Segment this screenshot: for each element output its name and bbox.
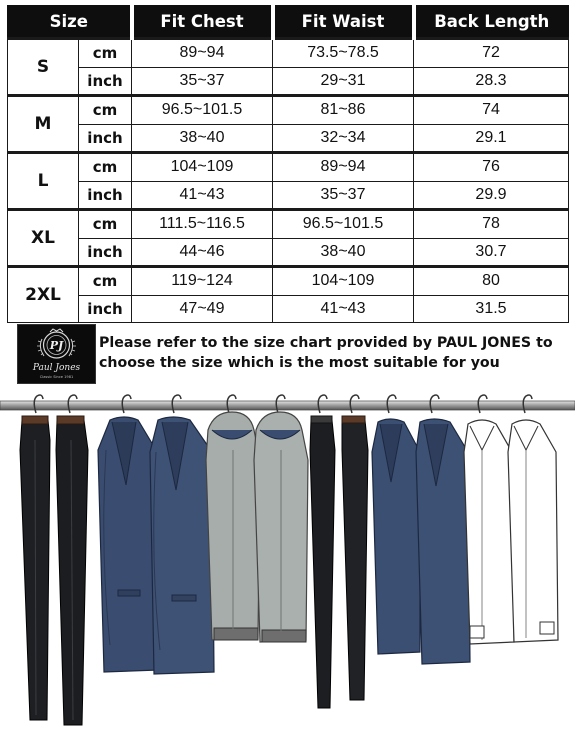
size-label: M	[8, 96, 79, 153]
table-row	[8, 238, 569, 267]
table-row	[8, 67, 569, 96]
navy-blazer-2	[150, 417, 214, 674]
table-row	[8, 124, 569, 153]
waist-value: 96.5~101.5	[273, 210, 414, 239]
back-length-value: 29.9	[414, 181, 569, 210]
waist-value: 104~109	[273, 267, 414, 296]
grey-hoodie-2	[254, 412, 308, 642]
unit-label: inch	[79, 67, 132, 96]
table-row	[8, 181, 569, 210]
header-fit-waist: Fit Waist	[273, 6, 414, 39]
unit-label: cm	[79, 39, 132, 68]
size-notice	[17, 324, 567, 384]
waist-value: 35~37	[273, 181, 414, 210]
back-length-value: 72	[414, 39, 569, 68]
table-row	[8, 96, 569, 125]
back-length-value: 80	[414, 267, 569, 296]
header-back-length: Back Length	[414, 6, 569, 39]
white-shirt-1	[464, 420, 514, 644]
back-length-value: 76	[414, 153, 569, 182]
chest-value: 104~109	[132, 153, 273, 182]
table-row	[8, 267, 569, 296]
back-length-value: 31.5	[414, 295, 569, 323]
table-row	[8, 39, 569, 68]
logo-crest-icon	[18, 325, 95, 383]
white-shirt-2	[508, 420, 558, 642]
back-length-value: 29.1	[414, 124, 569, 153]
navy-blazer-1	[98, 417, 158, 672]
size-label: 2XL	[8, 267, 79, 323]
hanging-rail	[0, 401, 575, 410]
black-trousers-1	[20, 416, 50, 720]
black-trousers-4	[342, 416, 368, 700]
logo-tagline-text: Classic Since 1981	[39, 375, 74, 379]
navy-blazer-4	[416, 419, 470, 664]
table-row	[8, 153, 569, 182]
unit-label: inch	[79, 238, 132, 267]
unit-label: inch	[79, 181, 132, 210]
svg-text:PJ: PJ	[49, 339, 64, 352]
back-length-value: 30.7	[414, 238, 569, 267]
chest-value: 96.5~101.5	[132, 96, 273, 125]
waist-value: 29~31	[273, 67, 414, 96]
clothes-rack-illustration	[0, 390, 575, 741]
waist-value: 81~86	[273, 96, 414, 125]
notice-line: Please refer to the size chart provided by PAUL JONES to	[99, 335, 553, 351]
waist-value: 32~34	[273, 124, 414, 153]
chest-value: 41~43	[132, 181, 273, 210]
unit-label: cm	[79, 267, 132, 296]
size-chart-table	[7, 5, 569, 323]
chest-value: 35~37	[132, 67, 273, 96]
header-fit-chest: Fit Chest	[132, 6, 273, 39]
grey-hoodie-1	[206, 412, 260, 640]
unit-label: inch	[79, 124, 132, 153]
black-trousers-2	[56, 416, 88, 725]
chest-value: 38~40	[132, 124, 273, 153]
back-length-value: 78	[414, 210, 569, 239]
waist-value: 41~43	[273, 295, 414, 323]
unit-label: cm	[79, 210, 132, 239]
back-length-value: 74	[414, 96, 569, 125]
notice-text	[99, 333, 569, 373]
table-row	[8, 210, 569, 239]
chest-value: 119~124	[132, 267, 273, 296]
size-label: L	[8, 153, 79, 210]
unit-label: cm	[79, 153, 132, 182]
chest-value: 47~49	[132, 295, 273, 323]
chest-value: 44~46	[132, 238, 273, 267]
logo-brand-text: Paul Jones	[32, 363, 81, 373]
unit-label: inch	[79, 295, 132, 323]
navy-blazer-3	[372, 419, 420, 654]
table-row	[8, 295, 569, 323]
size-label: S	[8, 39, 79, 96]
brand-logo	[17, 324, 96, 384]
waist-value: 38~40	[273, 238, 414, 267]
black-trousers-3	[310, 416, 335, 708]
notice-line: choose the size which is the most suitable for you	[99, 355, 500, 371]
back-length-value: 28.3	[414, 67, 569, 96]
waist-value: 73.5~78.5	[273, 39, 414, 68]
chest-value: 89~94	[132, 39, 273, 68]
unit-label: cm	[79, 96, 132, 125]
header-size: Size	[8, 6, 132, 39]
waist-value: 89~94	[273, 153, 414, 182]
size-chart-header-row	[8, 6, 569, 39]
chest-value: 111.5~116.5	[132, 210, 273, 239]
size-label: XL	[8, 210, 79, 267]
